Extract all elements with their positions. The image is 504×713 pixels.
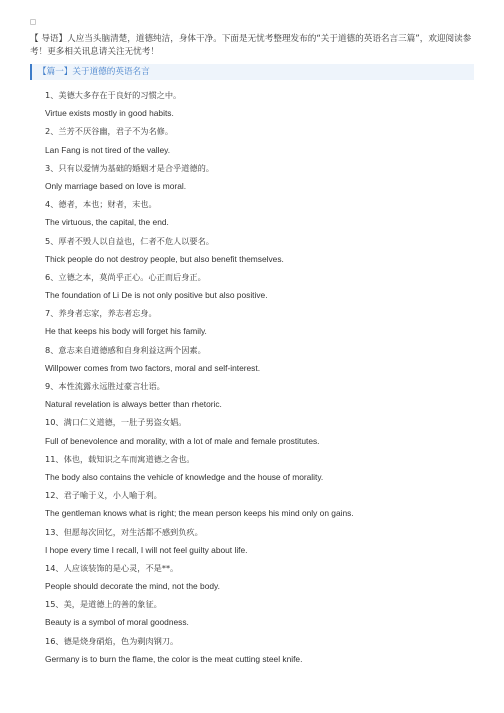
quote-chinese: 8、意志来自道德感和自身利益这两个因素。	[45, 344, 206, 355]
quote-chinese: 13、但愿每次回忆，对生活都不感到负疚。	[45, 526, 203, 537]
quote-chinese: 10、满口仁义道德，一肚子男盗女娼。	[45, 417, 187, 428]
quote-chinese: 5、厚者不毁人以自益也，仁者不危人以要名。	[45, 235, 214, 246]
quote-english: I hope every time I recall, I will not feel guilty about life.	[45, 544, 248, 555]
quote-chinese: 12、君子喻于义，小人喻于利。	[45, 490, 162, 501]
image-placeholder-icon	[30, 19, 36, 25]
quote-chinese: 2、兰芳不厌谷幽，君子不为名修。	[45, 126, 174, 137]
quote-english: The body also contains the vehicle of knowledge and the house of morality.	[45, 471, 324, 482]
quote-chinese: 11、体也，载知识之车而寓道德之舍也。	[45, 453, 195, 464]
section-title: 【篇一】关于道德的英语名言	[38, 67, 150, 77]
quote-english: The gentleman knows what is right; the mean person keeps his mind only on gains.	[45, 508, 354, 519]
quote-english: Virtue exists mostly in good habits.	[45, 108, 174, 119]
quote-english: People should decorate the mind, not the body.	[45, 581, 220, 592]
quote-english: Willpower comes from two factors, moral and self-interest.	[45, 362, 261, 373]
quote-chinese: 6、立德之本，莫尚乎正心。心正而后身正。	[45, 271, 206, 282]
quote-english: Thick people do not destroy people, but also benefit themselves.	[45, 253, 284, 264]
quote-chinese: 14、人应该装饰的是心灵，不是**。	[45, 562, 179, 573]
quote-chinese: 15、美，是道德上的善的象征。	[45, 599, 162, 610]
quote-chinese: 7、养身者忘家，养志者忘身。	[45, 308, 157, 319]
quote-chinese: 3、只有以爱情为基础的婚姻才是合乎道德的。	[45, 162, 214, 173]
quote-english: The virtuous, the capital, the end.	[45, 217, 169, 228]
quote-chinese: 4、德者，本也；财者，末也。	[45, 199, 157, 210]
quote-chinese: 9、本性流露永远胜过豪言壮语。	[45, 381, 165, 391]
section-heading	[30, 64, 474, 80]
quote-chinese: 1、美德大多存在于良好的习惯之中。	[45, 90, 182, 100]
quote-english: Lan Fang is not tired of the valley.	[45, 144, 171, 155]
quote-english: Full of benevolence and morality, with a lot of male and female prostitutes.	[45, 435, 320, 446]
quote-english: Germany is to burn the flame, the color is the meat cutting steel knife.	[45, 653, 303, 664]
quote-english: Beauty is a symbol of moral goodness.	[45, 617, 189, 628]
quote-english: Natural revelation is always better than rhetoric.	[45, 399, 222, 410]
quote-english: He that keeps his body will forget his family.	[45, 326, 207, 337]
quote-english: The foundation of Li De is not only positive but also positive.	[45, 290, 268, 301]
quote-english: Only marriage based on love is moral.	[45, 180, 187, 191]
quote-chinese: 16、德是烧身硝焰，色为剃肉钢刀。	[45, 635, 179, 646]
quote-list	[45, 86, 485, 668]
intro-paragraph: 【 导语】人应当头脑清楚，道德纯洁，身体干净。下面是无忧考整理发布的“关于道德的英语名言三篇”，欢迎阅读参考！更多相关讯息请关注无忧考！	[30, 34, 472, 57]
